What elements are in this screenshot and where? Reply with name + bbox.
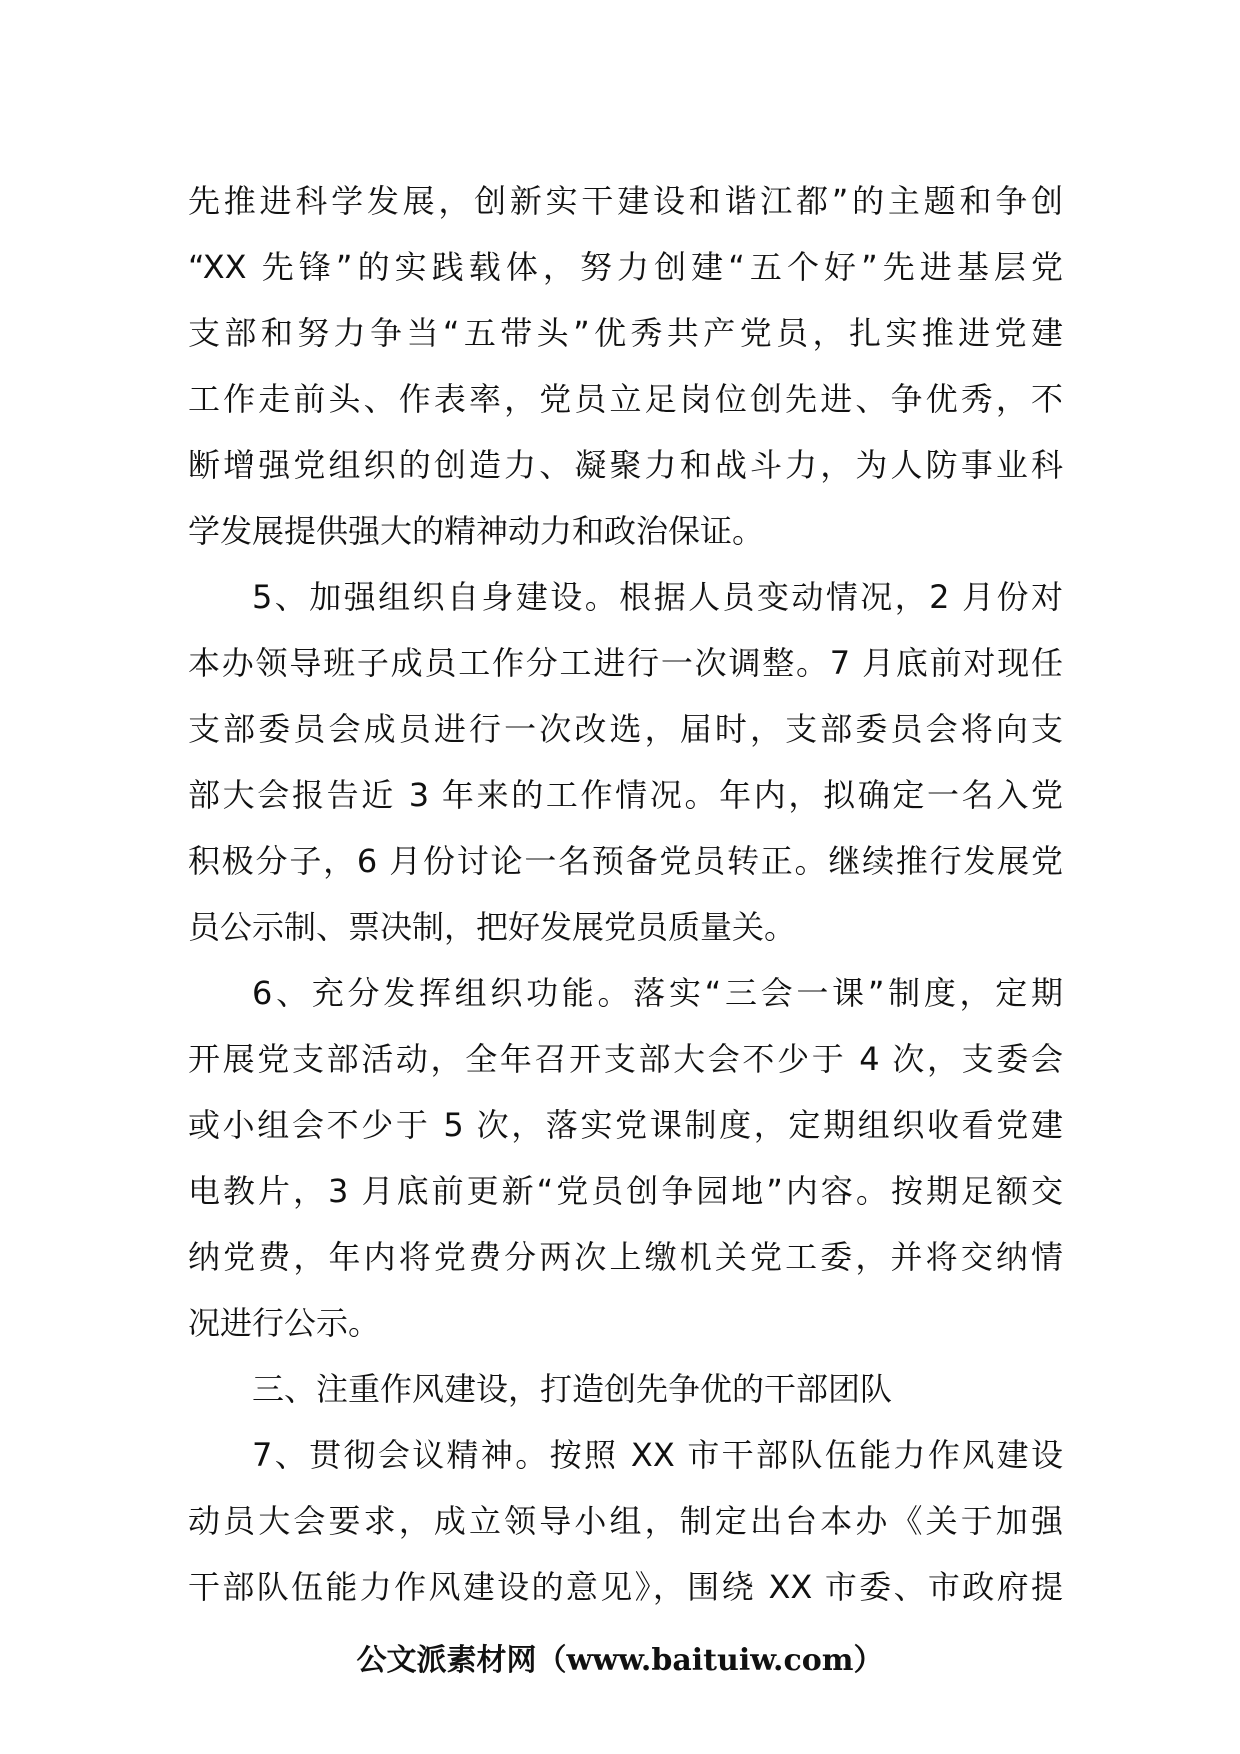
text-line: 支部和努力争当“五带头”优秀共产党员，扎实推进党建 [188, 314, 1063, 352]
paragraph-6-first-line: 6、充分发挥组织功能。落实“三会一课”制度，定期 [252, 974, 1063, 1012]
footer-watermark: 公文派素材网（www.baituiw.com） [356, 1643, 884, 1678]
text-line: 开展党支部活动，全年召开支部大会不少于 4 次，支委会 [188, 1040, 1063, 1078]
text-line: 本办领导班子成员工作分工进行一次调整。7 月底前对现任 [188, 644, 1063, 682]
text-line: 工作走前头、作表率，党员立足岗位创先进、争优秀，不 [188, 380, 1063, 418]
section-heading: 三、注重作风建设，打造创先争优的干部团队 [252, 1370, 893, 1408]
text-line: 员公示制、票决制，把好发展党员质量关。 [188, 908, 797, 946]
text-line: 电教片，3 月底前更新“党员创争园地”内容。按期足额交 [188, 1172, 1063, 1210]
text-line: 学发展提供强大的精神动力和政治保证。 [188, 512, 765, 550]
text-line: 积极分子，6 月份讨论一名预备党员转正。继续推行发展党 [188, 842, 1063, 880]
paragraph-5-first-line: 5、加强组织自身建设。根据人员变动情况，2 月份对 [252, 578, 1063, 616]
paragraph-7-first-line: 7、贯彻会议精神。按照 XX 市干部队伍能力作风建设 [252, 1436, 1063, 1474]
text-line: 部大会报告近 3 年来的工作情况。年内，拟确定一名入党 [188, 776, 1063, 814]
text-line: 干部队伍能力作风建设的意见》，围绕 XX 市委、市政府提 [188, 1568, 1063, 1606]
text-line: 动员大会要求，成立领导小组，制定出台本办《关于加强 [188, 1502, 1063, 1540]
text-line: 纳党费，年内将党费分两次上缴机关党工委，并将交纳情 [188, 1238, 1063, 1276]
text-line: 况进行公示。 [188, 1304, 381, 1342]
text-line: 支部委员会成员进行一次改选，届时，支部委员会将向支 [188, 710, 1063, 748]
document-body [188, 168, 1063, 1620]
text-line: 先推进科学发展，创新实干建设和谐江都”的主题和争创 [188, 182, 1063, 220]
text-line: 或小组会不少于 5 次，落实党课制度，定期组织收看党建 [188, 1106, 1063, 1144]
text-line: 断增强党组织的创造力、凝聚力和战斗力，为人防事业科 [188, 446, 1063, 484]
text-line: “XX 先锋”的实践载体，努力创建“五个好”先进基层党 [188, 248, 1063, 286]
